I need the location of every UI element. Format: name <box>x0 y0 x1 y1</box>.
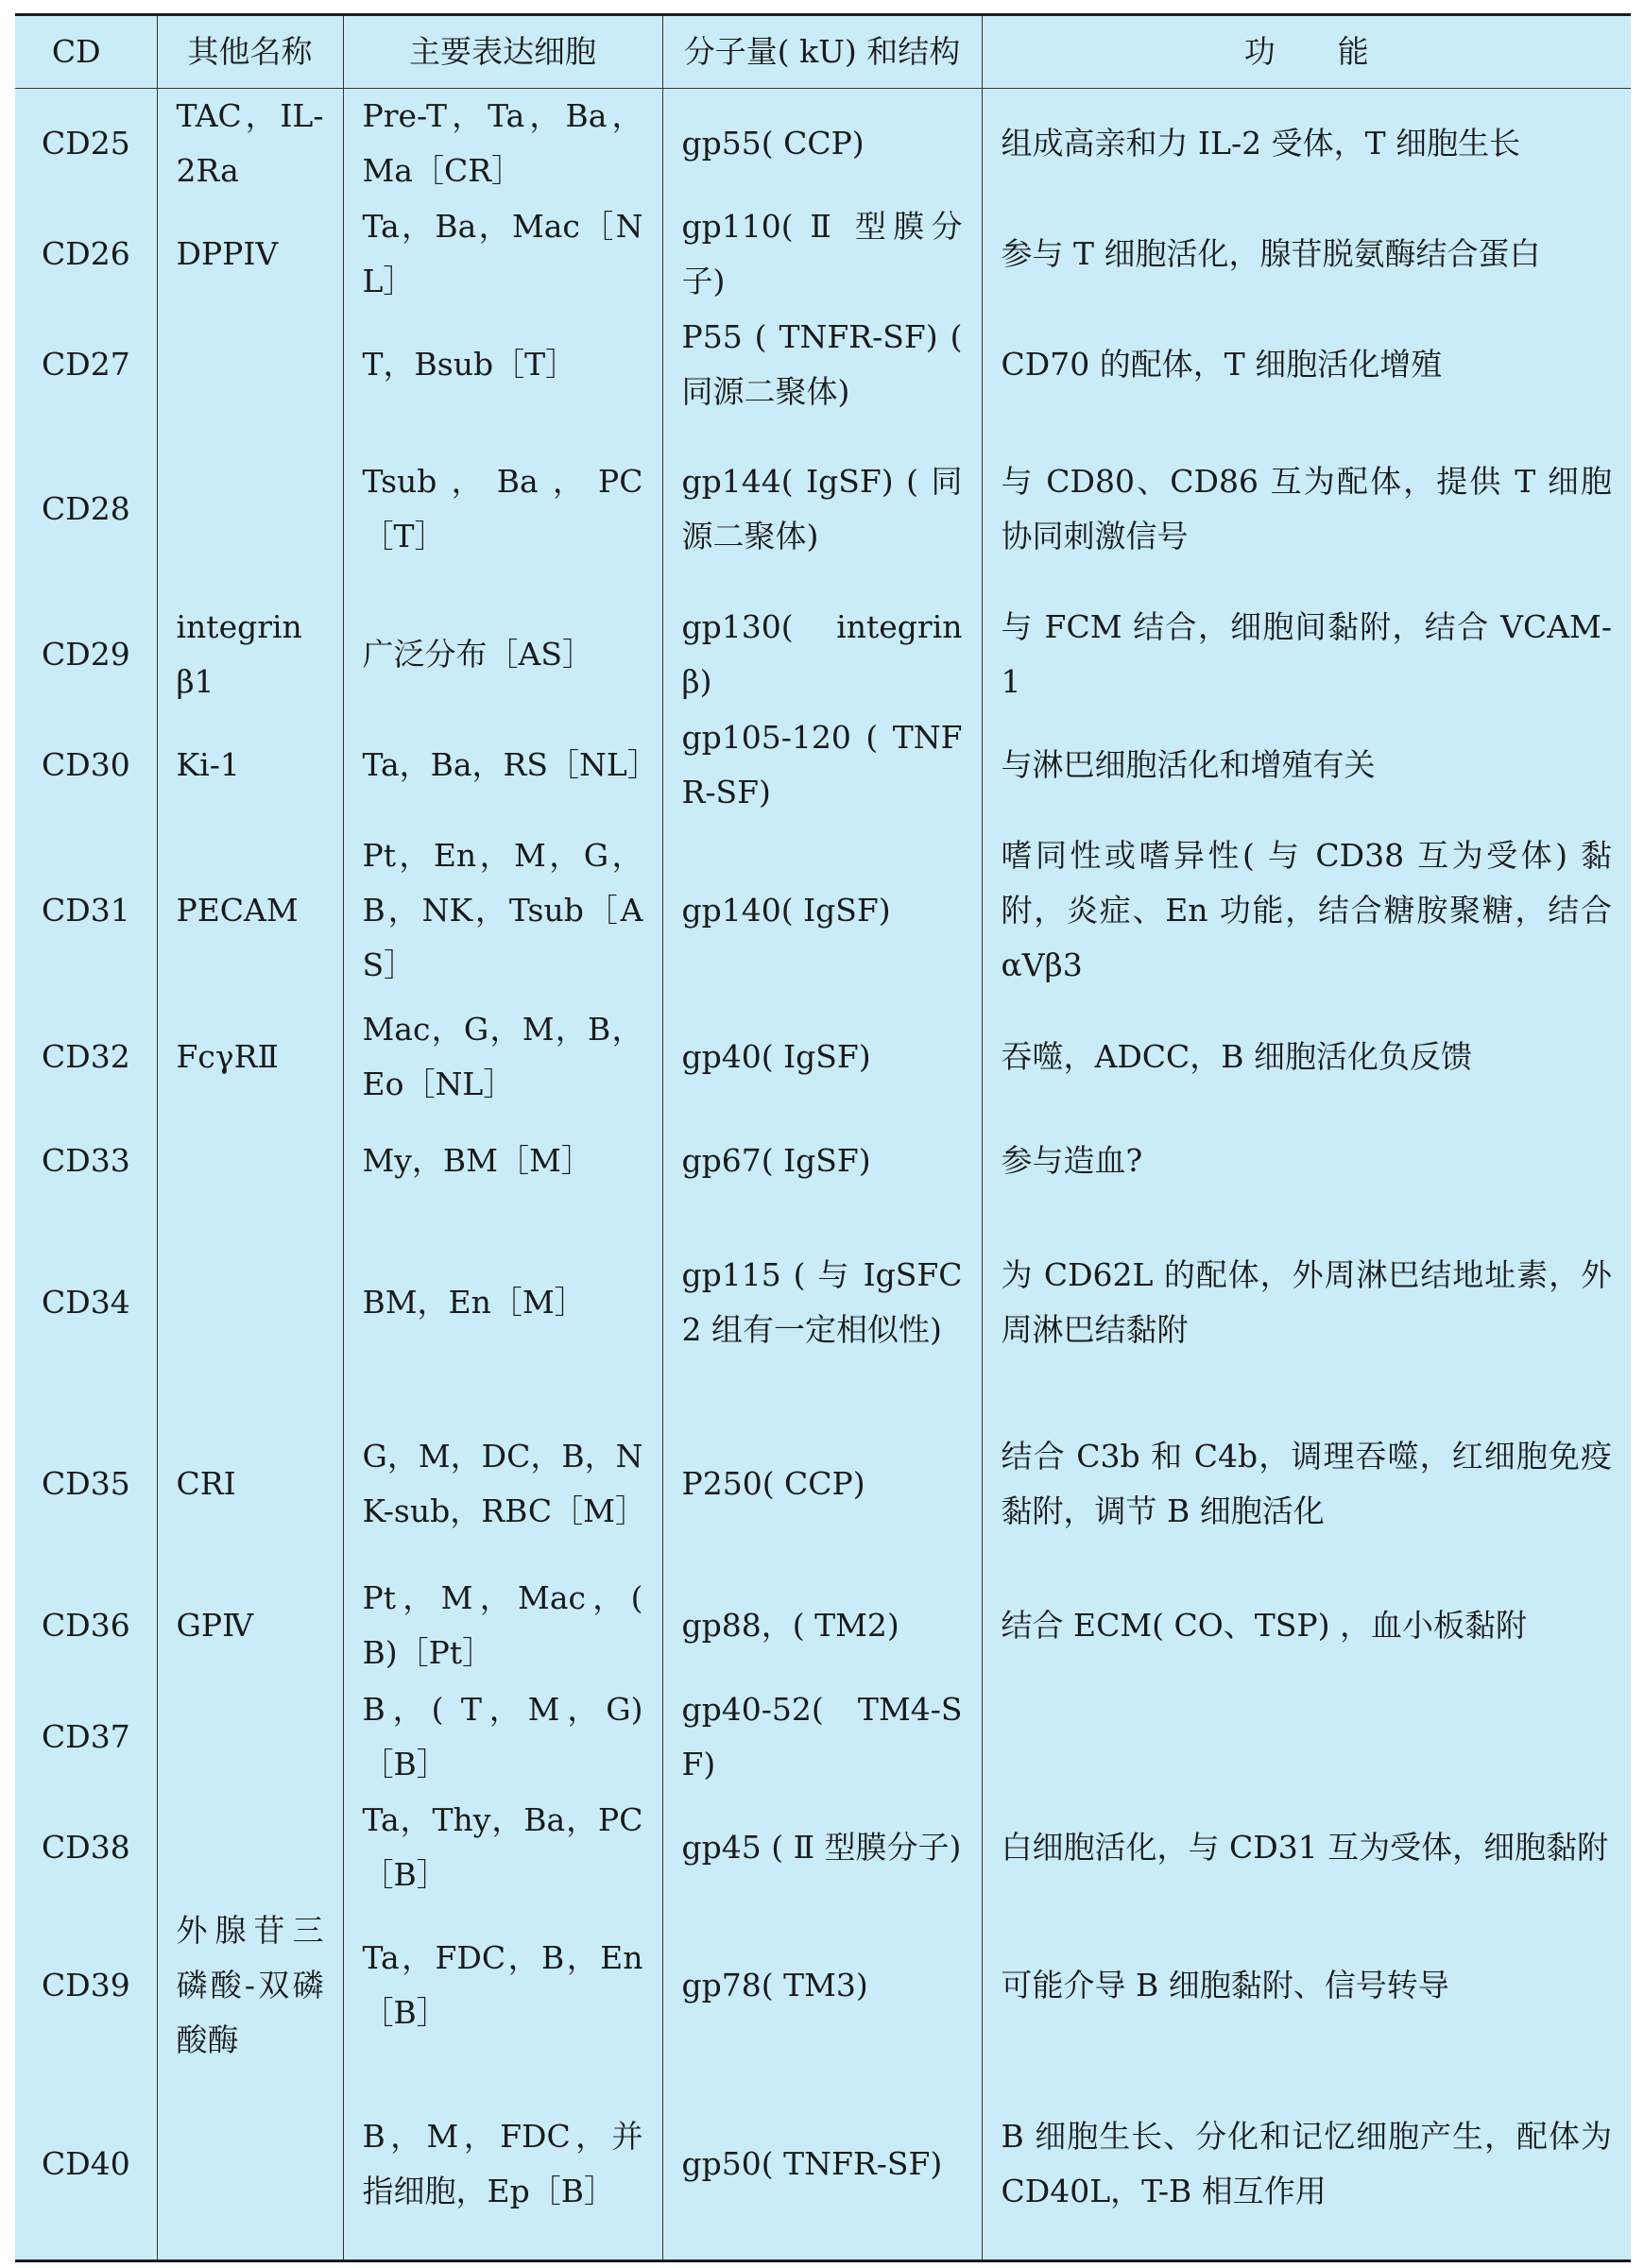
function-cell: 结合 C3b 和 C4b，调理吞噬，红细胞免疫黏附，调节 B 细胞活化 <box>982 1398 1631 1570</box>
header-molecular-weight: 分子量( kU) 和结构 <box>662 16 982 88</box>
expressing-cells-cell: Ta，Ba，Mac［NL］ <box>343 198 662 309</box>
other-name-cell <box>157 309 343 419</box>
cd-cell: CD40 <box>42 2145 130 2183</box>
other-name-cell <box>157 1207 343 1398</box>
cd-cell: CD30 <box>42 745 130 783</box>
expressing-cells-cell: B，M，FDC，并指细胞，Ep［B］ <box>343 2069 662 2259</box>
molecular-weight-cell: gp144( IgSF) ( 同源二聚体) <box>662 419 982 599</box>
expressing-cells-cell: Pre-T，Ta，Ba，Ma［CR］ <box>343 88 662 198</box>
table-row <box>15 1001 1631 1114</box>
molecular-weight-cell: gp45 ( Ⅱ 型膜分子) <box>662 1793 982 1903</box>
function-cell: 与淋巴细胞活化和增殖有关 <box>982 709 1631 820</box>
expressing-cells-cell: My，BM［M］ <box>343 1114 662 1208</box>
function-cell: 参与 T 细胞活化，腺苷脱氨酶结合蛋白 <box>982 198 1631 309</box>
table-row <box>15 88 1631 198</box>
expressing-cells-cell: Ta，Ba，RS［NL］ <box>343 709 662 820</box>
cd-cell: CD25 <box>42 124 130 162</box>
expressing-cells-cell: Pt，M，Mac，( B)［Pt］ <box>343 1570 662 1682</box>
table-row <box>15 1682 1631 1793</box>
function-cell: 白细胞活化，与 CD31 互为受体，细胞黏附 <box>982 1793 1631 1903</box>
other-name-cell <box>157 1114 343 1208</box>
expressing-cells-cell: T，Bsub［T］ <box>343 309 662 419</box>
cd-cell: CD36 <box>42 1607 130 1645</box>
cd-cell: CD28 <box>42 490 130 528</box>
cd-cell: CD29 <box>42 635 130 673</box>
table-row <box>15 1793 1631 1903</box>
expressing-cells-cell: Mac，G，M，B，Eo［NL］ <box>343 1001 662 1114</box>
table-row <box>15 820 1631 1001</box>
molecular-weight-cell: P55 ( TNFR-SF) ( 同源二聚体) <box>662 309 982 419</box>
molecular-weight-cell: gp115 ( 与 IgSFC2 组有一定相似性) <box>662 1207 982 1398</box>
table-row <box>15 309 1631 419</box>
table-row <box>15 419 1631 599</box>
header-other-names: 其他名称 <box>157 16 343 88</box>
expressing-cells-cell: Ta，Thy，Ba，PC［B］ <box>343 1793 662 1903</box>
cd-cell: CD37 <box>42 1718 130 1756</box>
other-name-cell: Ki-1 <box>157 709 343 820</box>
table-row <box>15 1570 1631 1682</box>
function-cell: 吞噬，ADCC，B 细胞活化负反馈 <box>982 1001 1631 1114</box>
expressing-cells-cell: Ta，FDC，B，En［B］ <box>343 1903 662 2069</box>
header-cd: CD <box>15 16 157 88</box>
table-body <box>15 88 1631 2259</box>
other-name-cell <box>157 419 343 599</box>
header-expressing-cells: 主要表达细胞 <box>343 16 662 88</box>
function-cell: 组成高亲和力 IL-2 受体，T 细胞生长 <box>982 88 1631 198</box>
other-name-cell <box>157 2069 343 2259</box>
cd-cell: CD32 <box>42 1038 130 1076</box>
cd-cell: CD31 <box>42 891 130 929</box>
cd-cell: CD39 <box>42 1967 130 2004</box>
function-cell: 为 CD62L 的配体，外周淋巴结地址素，外周淋巴结黏附 <box>982 1207 1631 1398</box>
table-row <box>15 1398 1631 1570</box>
other-name-cell: DPPIV <box>157 198 343 309</box>
cd-cell: CD38 <box>42 1829 130 1867</box>
molecular-weight-cell: gp67( IgSF) <box>662 1114 982 1208</box>
molecular-weight-cell: gp50( TNFR-SF) <box>662 2069 982 2259</box>
table-row <box>15 1207 1631 1398</box>
header-row <box>15 16 1631 88</box>
other-name-cell: GPⅣ <box>157 1570 343 1682</box>
molecular-weight-cell: gp40-52( TM4-SF) <box>662 1682 982 1793</box>
function-cell: 嗜同性或嗜异性( 与 CD38 互为受体) 黏附，炎症、En 功能，结合糖胺聚糖，结合 αVβ3 <box>982 820 1631 1001</box>
table-row <box>15 1903 1631 2069</box>
other-name-cell: PECAM <box>157 820 343 1001</box>
function-cell: 结合 ECM( CO、TSP) ，血小板黏附 <box>982 1570 1631 1682</box>
expressing-cells-cell: G，M，DC，B，NK-sub，RBC［M］ <box>343 1398 662 1570</box>
function-cell <box>982 1682 1631 1793</box>
molecular-weight-cell: gp130( integrin β) <box>662 599 982 709</box>
cd-cell: CD35 <box>42 1464 130 1502</box>
cd-cell: CD34 <box>42 1284 130 1322</box>
header-function: 功 能 <box>982 16 1631 88</box>
molecular-weight-cell: gp110( Ⅱ 型膜分子) <box>662 198 982 309</box>
molecular-weight-cell: P250( CCP) <box>662 1398 982 1570</box>
cd-cell: CD33 <box>42 1141 130 1179</box>
cd-cell: CD26 <box>42 234 130 272</box>
other-name-cell: CRⅠ <box>157 1398 343 1570</box>
function-cell: CD70 的配体，T 细胞活化增殖 <box>982 309 1631 419</box>
cd-cell: CD27 <box>42 345 130 383</box>
function-cell: 与 FCM 结合，细胞间黏附，结合 VCAM-1 <box>982 599 1631 709</box>
function-cell: 与 CD80、CD86 互为配体，提供 T 细胞协同刺激信号 <box>982 419 1631 599</box>
expressing-cells-cell: BM，En［M］ <box>343 1207 662 1398</box>
cd-antigen-table-panel <box>15 13 1631 2262</box>
table-row <box>15 2069 1631 2259</box>
molecular-weight-cell: gp105-120 ( TNFR-SF) <box>662 709 982 820</box>
expressing-cells-cell: Pt，En，M，G，B，NK，Tsub［AS］ <box>343 820 662 1001</box>
molecular-weight-cell: gp140( IgSF) <box>662 820 982 1001</box>
cd-antigen-table <box>15 16 1631 2259</box>
function-cell: B 细胞生长、分化和记忆细胞产生，配体为 CD40L，T-B 相互作用 <box>982 2069 1631 2259</box>
table-row <box>15 198 1631 309</box>
other-name-cell: FcγRⅡ <box>157 1001 343 1114</box>
molecular-weight-cell: gp88，( TM2) <box>662 1570 982 1682</box>
table-header <box>15 16 1631 88</box>
expressing-cells-cell: B，( T，M，G) ［B］ <box>343 1682 662 1793</box>
expressing-cells-cell: 广泛分布［AS］ <box>343 599 662 709</box>
function-cell: 可能介导 B 细胞黏附、信号转导 <box>982 1903 1631 2069</box>
expressing-cells-cell: Tsub，Ba，PC［T］ <box>343 419 662 599</box>
other-name-cell: integrin β1 <box>157 599 343 709</box>
function-cell: 参与造血? <box>982 1114 1631 1208</box>
molecular-weight-cell: gp40( IgSF) <box>662 1001 982 1114</box>
molecular-weight-cell: gp78( TM3) <box>662 1903 982 2069</box>
other-name-cell: 外腺苷三磷酸-双磷酸酶 <box>157 1903 343 2069</box>
table-row <box>15 709 1631 820</box>
molecular-weight-cell: gp55( CCP) <box>662 88 982 198</box>
other-name-cell: TAC，IL-2Ra <box>157 88 343 198</box>
table-row <box>15 599 1631 709</box>
other-name-cell <box>157 1682 343 1793</box>
table-row <box>15 1114 1631 1208</box>
other-name-cell <box>157 1793 343 1903</box>
